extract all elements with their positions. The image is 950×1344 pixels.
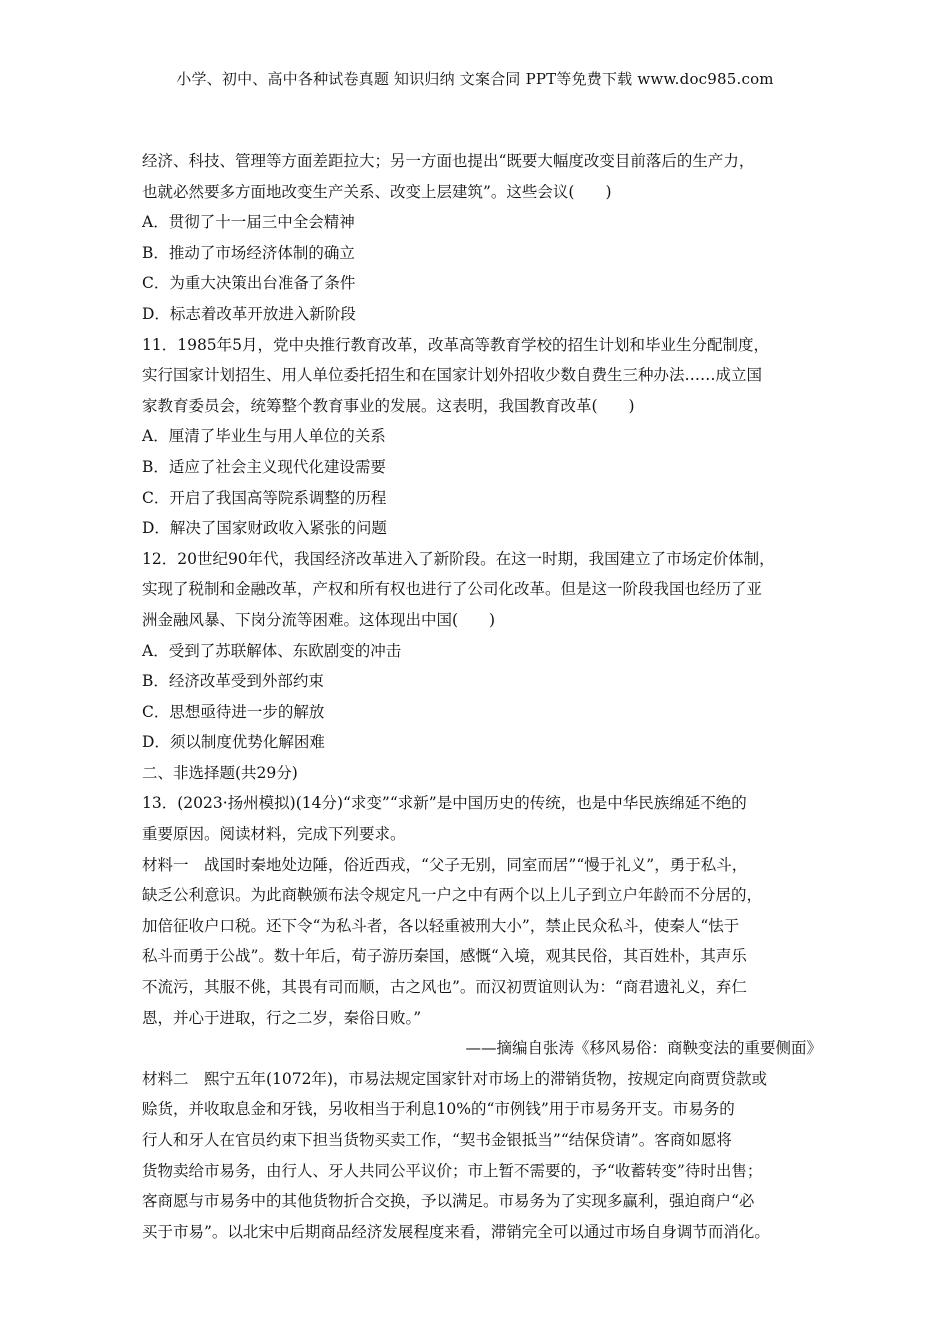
option-c: C．为重大决策出台准备了条件 <box>142 274 356 293</box>
page-header: 小学、初中、高中各种试卷真题 知识归纳 文案合同 PPT等免费下载 www.doc985.com <box>176 70 774 88</box>
material-two: 材料二 熙宁五年(1072年)，市易法规定国家针对市场上的滞销货物，按规定向商贾贷款或 <box>142 1069 768 1088</box>
option-a: A．受到了苏联解体、东欧剧变的冲击 <box>142 641 402 660</box>
text-line: 货物卖给市易务，由行人、牙人共同公平议价；市上暂不需要的，予“收蓄转变”待时出售； <box>142 1161 763 1180</box>
option-b: B．推动了市场经济体制的确立 <box>142 243 355 262</box>
option-b: B．经济改革受到外部约束 <box>142 672 324 691</box>
text-line: 经济、科技、管理等方面差距拉大；另一方面也提出“既要大幅度改变目前落后的生产力， <box>142 152 755 170</box>
text-line: 也就必然要多方面地改变生产关系、改变上层建筑”。这些会议( ) <box>142 182 612 201</box>
text-line: 洲金融风暴、下岗分流等困难。这体现出中国( ) <box>142 610 496 629</box>
question-13: 13．(2023·扬州模拟)(14分)“求变”“求新”是中国历史的传统，也是中华民族绵延不绝的 <box>142 794 747 813</box>
text-line: 加倍征收户口税。还下令“为私斗者，各以轻重被刑大小”，禁止民众私斗，使秦人“怯于 <box>142 916 740 935</box>
option-d: D．解决了国家财政收入紧张的问题 <box>142 519 387 538</box>
text-line: 恩，并心于进取，行之二岁，秦俗日败。” <box>142 1008 422 1027</box>
question-11: 11．1985年5月，党中央推行教育改革，改革高等教育学校的招生计划和毕业生分配制度， <box>142 335 770 354</box>
text-line: 赊货，并收取息金和牙钱，另收相当于利息10%的“市例钱”用于市易务开支。市易务的 <box>142 1100 735 1119</box>
text-line: 实现了税制和金融改革，产权和所有权也进行了公司化改革。但是这一阶段我国也经历了亚 <box>142 580 763 599</box>
option-c: C．思想亟待进一步的解放 <box>142 702 325 721</box>
text-line: 买于市易”。以北宋中后期商品经济发展程度来看，滞销完全可以通过市场自身调节而消化。 <box>142 1222 770 1241</box>
document-body <box>142 146 822 1247</box>
material-one: 材料一 战国时秦地处边陲，俗近西戎，“父子无别，同室而居”“慢于礼义”，勇于私斗， <box>142 855 748 874</box>
text-line: 行人和牙人在官员约束下担当货物买卖工作，“契书金银抵当”“结保贷请”。客商如愿将 <box>142 1131 732 1149</box>
source-citation: ——摘编自张涛《移风易俗：商鞅变法的重要侧面》 <box>465 1039 822 1058</box>
section-heading: 二、非选择题(共29分) <box>142 763 298 782</box>
question-12: 12．20世纪90年代，我国经济改革进入了新阶段。在这一时期，我国建立了市场定价体制， <box>142 549 775 568</box>
option-c: C．开启了我国高等院系调整的历程 <box>142 488 387 507</box>
text-line: 私斗而勇于公战”。数十年后，荀子游历秦国，感慨“入境，观其民俗，其百姓朴，其声乐 <box>142 947 747 966</box>
text-line: 实行国家计划招生、用人单位委托招生和在国家计划外招收少数自费生三种办法……成立国 <box>142 366 763 385</box>
text-line: 缺乏公利意识。为此商鞅颁布法令规定凡一户之中有两个以上儿子到立户年龄而不分居的， <box>142 886 763 905</box>
text-line: 家教育委员会，统筹整个教育事业的发展。这表明，我国教育改革( ) <box>142 396 635 415</box>
option-a: A．贯彻了十一届三中全会精神 <box>142 213 355 232</box>
text-line: 不流污，其服不佻，其畏有司而顺，古之风也”。而汉初贾谊则认为：“商君遗礼义，弃仁 <box>142 978 747 997</box>
text-line: 客商愿与市易务中的其他货物折合交换，予以满足。市易务为了实现多赢利，强迫商户“必 <box>142 1192 755 1211</box>
option-b: B．适应了社会主义现代化建设需要 <box>142 457 386 476</box>
option-d: D．须以制度优势化解困难 <box>142 733 325 752</box>
option-a: A．厘清了毕业生与用人单位的关系 <box>142 427 386 446</box>
text-line: 重要原因。阅读材料，完成下列要求。 <box>142 825 406 844</box>
option-d: D．标志着改革开放进入新阶段 <box>142 304 356 323</box>
